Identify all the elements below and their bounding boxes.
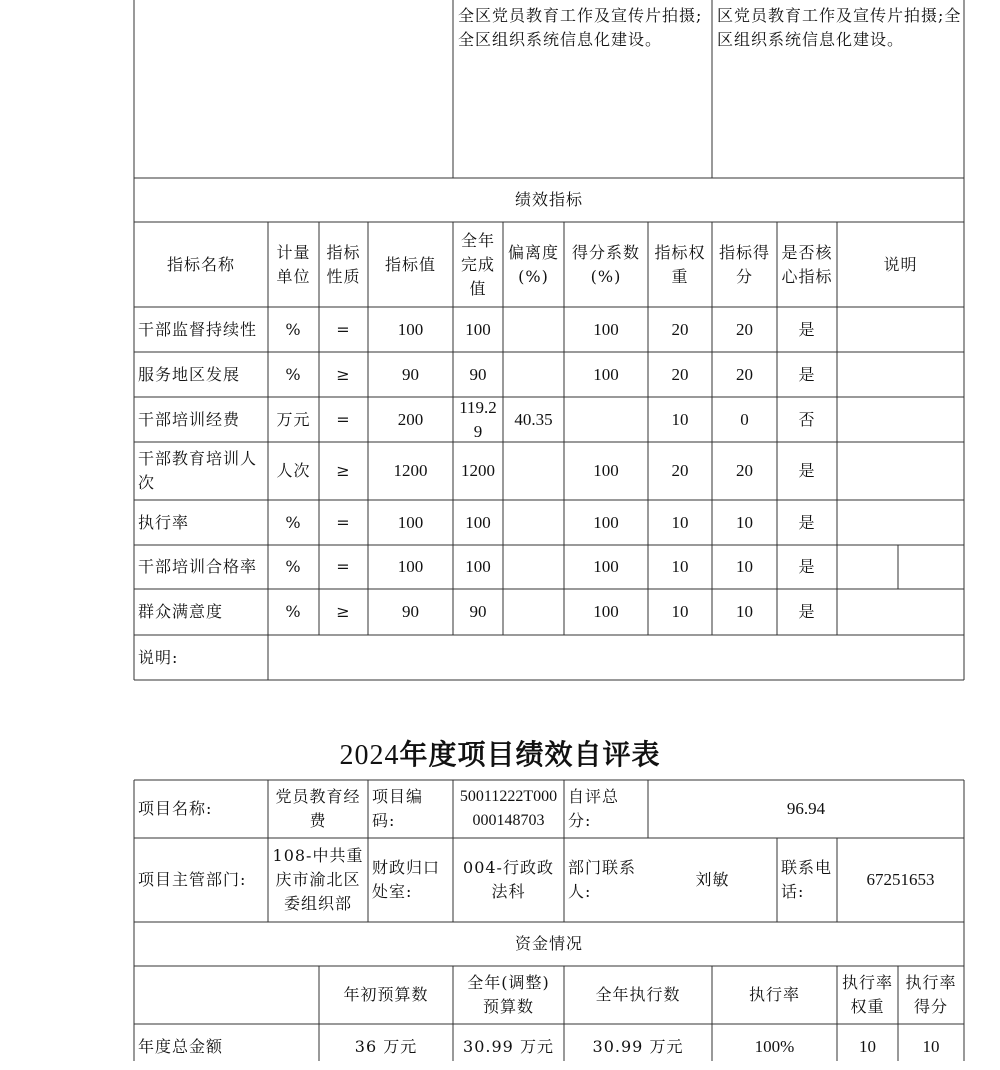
- indicator-row-1-actual: 100: [465, 319, 491, 339]
- indicator-row-5-core: 是: [798, 512, 816, 532]
- content-cell-b: 区党员教育工作及宣传片拍摄;全区组织系统信息化建设。: [717, 6, 962, 49]
- indicator-row-1-score-coef: 100: [593, 319, 619, 339]
- header-unit: 计量单位: [276, 242, 311, 286]
- indicator-row-3-name: 干部培训经费: [138, 409, 241, 429]
- indicator-row-6-core: 是: [798, 557, 816, 576]
- indicator-row-1-unit: %: [285, 319, 302, 339]
- indicator-row-6-deviation: [503, 545, 564, 589]
- indicator-row-4-unit: 人次: [276, 461, 311, 480]
- project-name-label: 项目名称:: [138, 799, 213, 818]
- indicator-row-7-target: 90: [402, 602, 419, 621]
- funds-row-rate-weight: 10: [859, 1037, 876, 1056]
- funds-row-rate: 100%: [754, 1037, 795, 1056]
- dept-value: 108-中共重庆市渝北区委组织部: [272, 846, 364, 913]
- header-note: 说明: [883, 254, 918, 274]
- indicator-row-2-note: [837, 352, 898, 397]
- project-code-value: 50011222T000000148703: [459, 788, 558, 829]
- funds-header-rate-weight: 执行率权重: [841, 973, 893, 1016]
- dept-label: 项目主管部门:: [138, 870, 247, 889]
- funds-section-title: 资金情况: [514, 934, 583, 953]
- indicator-row-2-unit: %: [285, 364, 302, 384]
- indicator-row-2-weight: 20: [671, 364, 689, 384]
- indicator-row-5-deviation: [503, 500, 564, 545]
- indicator-row-3-core: 否: [798, 409, 816, 429]
- phone-value: 67251653: [866, 870, 935, 889]
- indicator-row-6-note: [837, 545, 898, 589]
- indicator-row-6-weight: 10: [671, 557, 689, 576]
- indicator-row-2-actual: 90: [469, 364, 487, 384]
- indicator-row-6-score: 10: [736, 557, 753, 576]
- indicator-row-3-deviation: 40.35: [514, 409, 553, 429]
- indicator-row-3-weight: 10: [671, 409, 689, 429]
- indicator-row-5-score-coef: 100: [593, 512, 619, 532]
- indicator-row-4-score-coef: 100: [593, 461, 619, 480]
- indicator-row-7-deviation: [503, 589, 564, 635]
- indicator-row-3-score-coef: [564, 397, 648, 442]
- funds-header-initial: 年初预算数: [343, 985, 429, 1004]
- indicator-row-4-note: [837, 442, 898, 500]
- indicator-row-1-score: 20: [736, 319, 753, 339]
- header-score: 指标得分: [718, 242, 770, 286]
- indicator-row-6-nature: =: [336, 557, 351, 576]
- contact-value: 刘敏: [695, 870, 730, 889]
- indicator-row-5-weight: 10: [671, 512, 689, 532]
- finance-label: 财政归口处室:: [372, 858, 441, 901]
- header-score-coef: 得分系数(%): [571, 242, 640, 286]
- indicator-row-3-nature: =: [336, 409, 351, 429]
- indicator-row-5-name: 执行率: [138, 512, 190, 532]
- indicator-row-4-core: 是: [798, 461, 816, 480]
- self-score-label: 自评总分:: [568, 787, 620, 830]
- header-deviation: 偏离度(%): [507, 242, 559, 286]
- indicator-row-2-name: 服务地区发展: [138, 364, 241, 384]
- indicator-row-7-weight: 10: [671, 602, 689, 621]
- indicator-row-1-name: 干部监督持续性: [138, 319, 258, 339]
- funds-header-rate: 执行率: [748, 985, 800, 1004]
- indicator-row-1-weight: 20: [671, 319, 689, 339]
- header-indicator-name: 指标名称: [166, 254, 235, 274]
- finance-value: 004-行政政法科: [463, 858, 554, 901]
- content-cell-a: 全区党员教育工作及宣传片拍摄;全区组织系统信息化建设。: [458, 6, 703, 49]
- indicator-row-7-unit: %: [285, 602, 302, 621]
- contact-label: 部门联系人:: [568, 858, 637, 901]
- indicator-row-1-note: [837, 307, 898, 352]
- note-label: 说明:: [138, 647, 179, 667]
- indicator-row-2-score: 20: [736, 364, 753, 384]
- form-title-text: 年度项目绩效自评表: [399, 738, 661, 771]
- indicator-row-4-score: 20: [736, 461, 753, 480]
- indicator-row-3-target: 200: [397, 409, 424, 429]
- indicator-row-3-score: 0: [740, 409, 749, 429]
- indicator-row-4-deviation: [503, 442, 564, 500]
- indicator-row-1-core: 是: [798, 319, 816, 339]
- header-target: 指标值: [384, 254, 436, 274]
- funds-row-label: 年度总金额: [138, 1037, 224, 1056]
- indicator-row-4-target: 1200: [393, 461, 428, 480]
- funds-row-rate-score: 10: [922, 1037, 940, 1056]
- indicator-row-2-deviation: [503, 352, 564, 397]
- header-nature: 指标性质: [326, 242, 361, 286]
- header-actual: 全年完成值: [461, 230, 496, 298]
- form-title: [0, 733, 1000, 777]
- funds-header-rate-score: 执行率得分: [905, 973, 957, 1016]
- indicator-row-5-target: 100: [397, 512, 424, 532]
- indicator-row-7-core: 是: [798, 602, 816, 621]
- performance-section-title: 绩效指标: [514, 190, 583, 209]
- indicator-row-7-name: 群众满意度: [138, 602, 224, 621]
- indicator-row-5-score: 10: [736, 512, 753, 532]
- indicator-row-5-note: [837, 500, 898, 545]
- indicator-row-7-note: [837, 589, 898, 635]
- header-core: 是否核心指标: [781, 242, 833, 286]
- indicator-row-2-nature: ≥: [336, 364, 351, 384]
- indicator-row-5-unit: %: [285, 512, 302, 532]
- header-weight: 指标权重: [654, 242, 706, 286]
- indicator-row-2-score-coef: 100: [593, 364, 619, 384]
- indicator-row-4-name: 干部教育培训人次: [138, 449, 258, 492]
- indicator-row-6-unit: %: [285, 557, 302, 576]
- project-name-value: 党员教育经费: [275, 787, 361, 830]
- indicator-row-5-actual: 100: [465, 512, 491, 532]
- funds-row-executed: 30.99 万元: [592, 1037, 684, 1056]
- form-year: 2024: [339, 740, 400, 771]
- indicator-row-3-note: [837, 397, 898, 442]
- self-score-value: 96.94: [786, 799, 826, 818]
- indicator-row-7-nature: ≥: [336, 602, 351, 621]
- indicator-row-3-actual: 119.29: [459, 397, 497, 441]
- indicator-row-4-weight: 20: [671, 461, 689, 480]
- indicator-row-7-actual: 90: [469, 602, 487, 621]
- indicator-row-2-target: 90: [402, 364, 419, 384]
- project-code-label: 项目编码:: [372, 787, 424, 830]
- indicator-row-4-nature: ≥: [336, 461, 351, 480]
- indicator-row-6-target: 100: [397, 557, 424, 576]
- indicator-row-6-name: 干部培训合格率: [138, 557, 258, 576]
- phone-label: 联系电话:: [781, 858, 833, 901]
- indicator-row-1-target: 100: [397, 319, 424, 339]
- indicator-row-7-score: 10: [736, 602, 753, 621]
- indicator-row-1-deviation: [503, 307, 564, 352]
- funds-row-initial: 36 万元: [354, 1037, 418, 1056]
- indicator-row-3-unit: 万元: [276, 409, 311, 429]
- funds-header-adjusted: 全年(调整)预算数: [467, 973, 550, 1016]
- indicator-row-4-actual: 1200: [461, 461, 495, 480]
- funds-header-executed: 全年执行数: [595, 985, 681, 1004]
- indicator-row-5-nature: =: [336, 512, 351, 532]
- indicator-row-7-score-coef: 100: [593, 602, 619, 621]
- indicator-row-2-core: 是: [798, 364, 816, 384]
- indicator-row-1-nature: =: [336, 319, 351, 339]
- indicator-row-6-score-coef: 100: [593, 557, 619, 576]
- indicator-row-6-actual: 100: [465, 557, 491, 576]
- funds-row-adjusted: 30.99 万元: [463, 1037, 554, 1056]
